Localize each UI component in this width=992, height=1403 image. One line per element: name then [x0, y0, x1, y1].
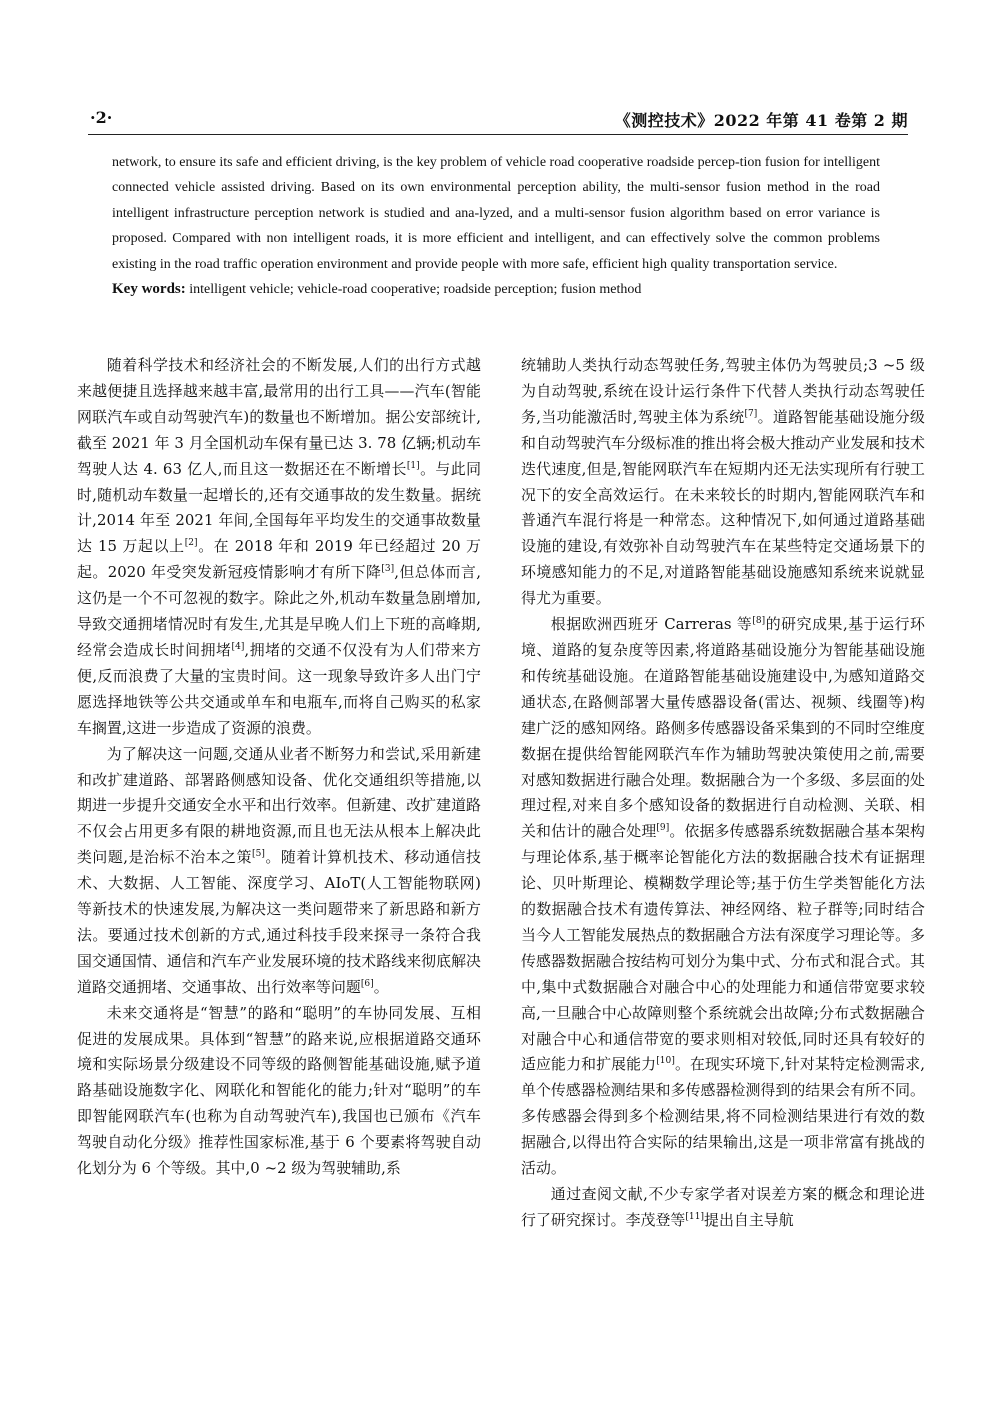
text-run: 根据欧洲西班牙 Carreras 等 — [550, 615, 753, 634]
left-column — [77, 353, 481, 1363]
keywords — [112, 277, 880, 302]
paragraph — [521, 353, 925, 612]
citation: [3] — [381, 564, 395, 575]
citation: [4] — [231, 641, 245, 652]
text-run: 。道路智能基础设施分级和自动驾驶汽车分级标准的推出将会极大推动产业发展和技术迭代速度,但是,智能网联汽车在短期内还无法实现所有行驶工况下的安全高效运行。在未来较长的时期内,智能网联汽车和普通汽车混行将是一种常态。这种情况下,如何通过道路基础设施的建设,有效弥补自动驾驶汽车在某些特定交通场景下的环境感知能力的不足,对道路智能基础设施感知系统来说就显得尤为重要。 — [521, 407, 925, 608]
body-text — [77, 353, 925, 1363]
citation: [2] — [184, 538, 198, 549]
text-run: 统辅助人类执行动态驾驶任务,驾驶主体仍为驾驶员;3 ~5 级为自动驾驶,系统在设计运行条件下代替人类执行动态驾驶任务,当功能激活时,驾驶主体为系统 — [521, 356, 925, 426]
text-run: ,但总体而言,这仍是一个不可忽视的数字。除此之外,机动车数量急剧增加,导致交通拥堵情况时有发生,尤其是早晚人们上下班的高峰期,经常会造成长时间拥堵 — [77, 563, 481, 659]
paragraph — [77, 353, 481, 742]
journal-info: 《测控技术》2022 年第 41 卷第 2 期 — [614, 111, 908, 130]
citation: [11] — [685, 1211, 705, 1222]
paragraph — [77, 742, 481, 1001]
citation: [10] — [656, 1056, 675, 1067]
paragraph: 未来交通将是“智慧”的路和“聪明”的车协同发展、互相促进的发展成果。具体到“智慧”的路来说,应根据道路交通环境和实际场景分级建设不同等级的路侧智能基础设施,赋予道路基础设施数字化、网联化和智能化的能力;针对“聪明”的车即智能网联汽车(也称为自动驾驶汽车),我国也已颁布《汽车驾驶自动化分级》推荐性国家标准,基于 6 个要素将驾驶自动化划分为 6 个等级。其中,0 ~2 级为驾驶辅助,系 — [77, 1003, 481, 1178]
text-run: 。与此同时,随机动车数量一起增长的,还有交通事故的发生数量。据统计,2014 年至 2021 年间,全国每年平均发生的交通事故数量达 15 万起以上 — [77, 459, 482, 556]
keywords-text: intelligent vehicle; vehicle-road cooperative; roadside perception; fusion method — [185, 282, 642, 298]
text-run: 通过查阅文献,不少专家学者对误差方案的概念和理论进行了研究探讨。李茂登等 — [521, 1185, 925, 1229]
text-run: 提出自主导航 — [704, 1210, 794, 1229]
text-run: 的研究成果,基于运行环境、道路的复杂度等因素,将道路基础设施分为智能基础设施和传统基础设施。在道路智能基础设施建设中,为感知道路交通状态,在路侧部署大量传感器设备(雷达、视频、线圈等)构建广泛的感知网络。路侧多传感器设备采集到的不同时空维度数据在提供给智能网联汽车作为辅助驾驶决策使用之前,需要对感知数据进行融合处理。数据融合为一个多级、多层面的处理过程,对来自多个感知设备的数据进行自动检测、关联、相关和估计的融合处理 — [521, 615, 925, 841]
text-run: ,拥堵的交通不仅没有为人们带来方便,反而浪费了大量的宝贵时间。这一现象导致许多人出门宁愿选择地铁等公共交通或单车和电瓶车,而将自己购买的私家车搁置,这进一步造成了资源的浪费。 — [77, 640, 481, 737]
paragraph — [521, 612, 925, 1182]
citation: [6] — [360, 978, 374, 989]
citation: [1] — [406, 460, 420, 471]
text-run: 随着科学技术和经济社会的不断发展,人们的出行方式越来越便捷且选择越来越丰富,最常用的出行工具——汽车(智能网联汽车或自动驾驶汽车)的数量也不断增加。据公安部统计,截至 2021 年 3 月全国机动车保有量已达 3. 78 亿辆;机动车驾驶人达 4. 63 亿人,而且这一数据还在不断增长 — [77, 356, 481, 478]
citation: [7] — [744, 408, 758, 419]
abstract-text: network, to ensure its safe and efficient driving, is the key problem of vehicle road cooperative roadside percep-tion fusion for intelligent connected vehicle assisted driving. Based on its own environmental perception ability, the multi-sensor fusion method in the road intelligent infrastructure perception network is studied and ana-lyzed, and a multi-sensor fusion algorithm based on error variance is proposed. Compared with non intelligent roads, it is more efficient and intelligent, and can effectively solve the common problems existing in the road traffic operation environment and provide people with more safe, efficient high quality transportation service. — [112, 155, 880, 272]
paragraph — [521, 1182, 925, 1234]
text-run: 。 — [373, 977, 389, 996]
text-run: 为了解决这一问题,交通从业者不断努力和尝试,采用新建和改扩建道路、部署路侧感知设备、优化交通组织等措施,以期进一步提升交通安全水平和出行效率。但新建、改扩建道路不仅会占用更多有限的耕地资源,而且也无法从根本上解决此类问题,是治标不治本之策 — [77, 744, 481, 867]
page-header — [88, 108, 908, 135]
text-run: 。随着计算机技术、移动通信技术、大数据、人工智能、深度学习、AIoT(人工智能物联网)等新技术的快速发展,为解决这一类问题带来了新思路和新方法。要通过技术创新的方式,通过科技手段来探寻一条符合我国交通国情、通信和汽车产业发展环境的技术路线来彻底解决道路交通拥堵、交通事故、出行效率等问题 — [77, 848, 481, 996]
text-run: 。依据多传感器系统数据融合基本架构与理论体系,基于概率论智能化方法的数据融合技术有证据理论、贝叶斯理论、模糊数学理论等;基于仿生学类智能化方法的数据融合技术有遗传算法、神经网络、粒子群等;同时结合当今人工智能发展热点的数据融合方法有深度学习理论等。多传感器数据融合按结构可划分为集中式、分布式和混合式。其中,集中式数据融合对融合中心的处理能力和通信带宽要求较高,一旦融合中心故障则整个系统就会出故障;分布式数据融合对融合中心和通信带宽的要求则相对较低,同时还具有较好的适应能力和扩展能力 — [521, 822, 925, 1074]
page-number: ·2· — [90, 108, 113, 127]
citation: [5] — [252, 849, 265, 860]
citation: [8] — [752, 616, 766, 627]
keywords-label: Key words: — [112, 281, 186, 298]
english-abstract — [112, 150, 880, 302]
citation: [9] — [656, 823, 670, 834]
text-run: 。在现实环境下,针对某特定检测需求,单个传感器检测结果和多传感器检测得到的结果会有所不同。多传感器会得到多个检测结果,将不同检测结果进行有效的数据融合,以得出符合实际的结果输出,这是一项非常富有挑战的活动。 — [521, 1055, 926, 1178]
right-column — [521, 353, 925, 1363]
text-run: 。在 2018 年和 2019 年已经超过 20 万起。2020 年受突发新冠疫情影响才有所下降 — [77, 537, 481, 582]
